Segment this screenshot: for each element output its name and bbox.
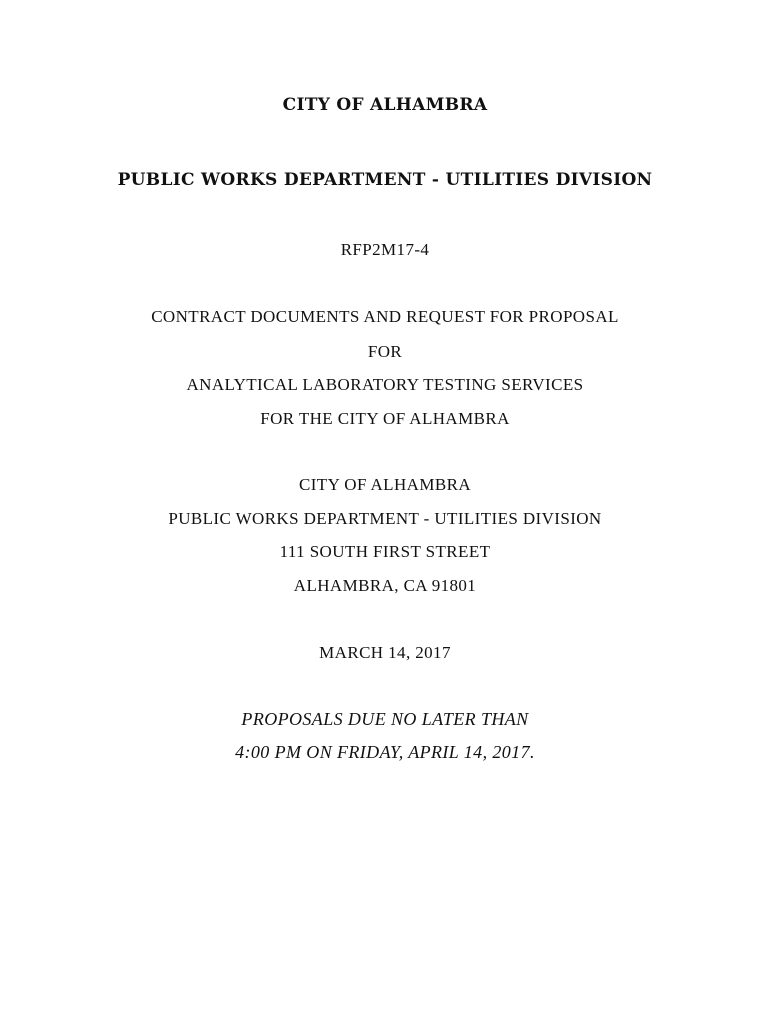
due-line-1: PROPOSALS DUE NO LATER THAN <box>241 709 529 729</box>
heading-city: CITY OF ALHAMBRA <box>282 95 488 115</box>
address-line-2: PUBLIC WORKS DEPARTMENT - UTILITIES DIVISION <box>168 509 602 528</box>
document-date: MARCH 14, 2017 <box>319 643 451 662</box>
title-line-3: ANALYTICAL LABORATORY TESTING SERVICES <box>186 375 584 394</box>
address-line-1: CITY OF ALHAMBRA <box>298 475 471 494</box>
due-line-2: 4:00 PM ON FRIDAY, APRIL 14, 2017. <box>235 742 535 762</box>
address-line-4: ALHAMBRA, CA 91801 <box>293 576 477 595</box>
title-line-1: CONTRACT DOCUMENTS AND REQUEST FOR PROPOSAL <box>151 307 619 326</box>
address-line-3: 111 SOUTH FIRST STREET <box>279 542 491 561</box>
title-line-4: FOR THE CITY OF ALHAMBRA <box>260 409 510 428</box>
rfp-number: RFP2M17-4 <box>340 240 430 259</box>
heading-department: PUBLIC WORKS DEPARTMENT - UTILITIES DIVISION <box>117 170 653 190</box>
title-line-2: FOR <box>367 342 403 361</box>
